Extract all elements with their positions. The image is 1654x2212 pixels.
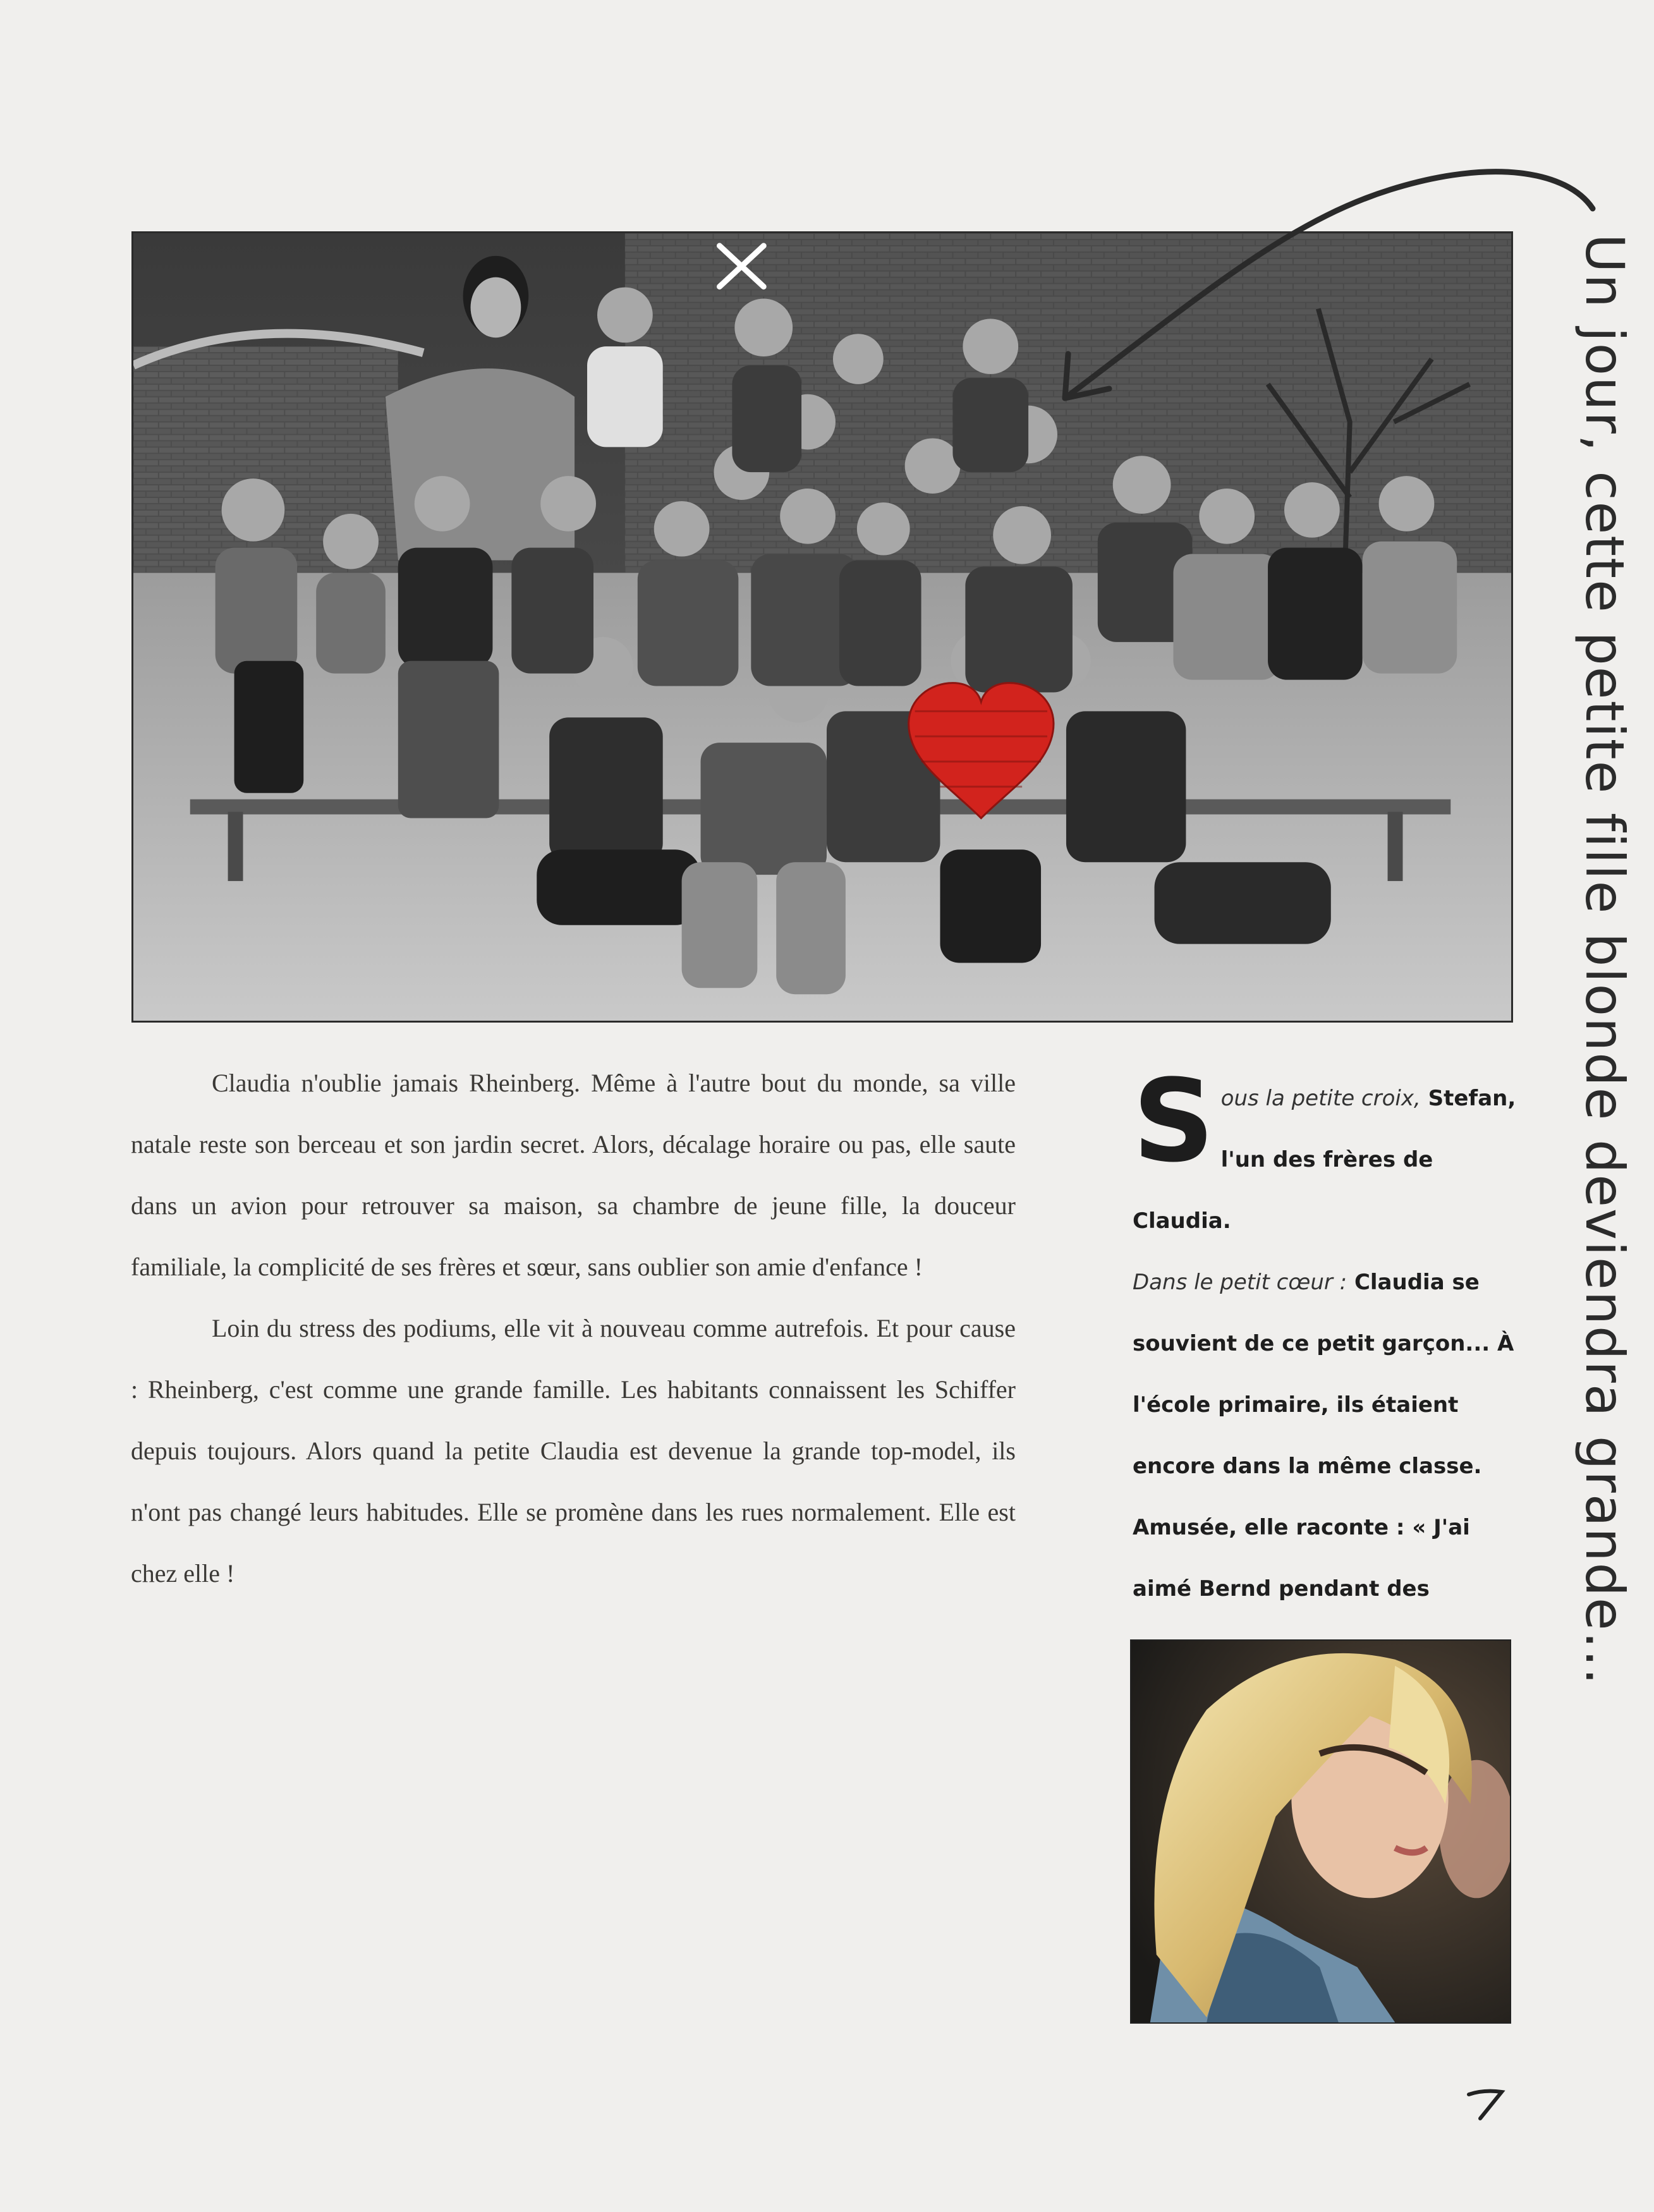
caption-second-italic: Dans le petit cœur : [1133, 1270, 1347, 1295]
article-paragraph: Loin du stress des podiums, elle vit à nouveau comme autrefois. Et pour cause : Rheinberg, c'est comme une grande famille. Les habitants connaissent les Schiffer depuis toujours. Alors quand la petite Claudia est devenue la grande top-model, ils n'ont pas changé leurs habitudes. Elle se promène dans les rues normalement. Elle est chez elle ! [131, 1314, 1016, 1588]
page-number-glyph [1465, 2086, 1516, 2124]
portrait-image [1131, 1641, 1510, 2022]
page-number [1465, 2086, 1516, 2124]
caption-second-text: Claudia se souvient de ce petit garçon... À l'école primaire, ils étaient encore dans la même classe. Amusée, elle raconte : « J'ai aimé Bernd pendant des [1133, 1270, 1514, 1601]
article-paragraph: Claudia n'oublie jamais Rheinberg. Même à l'autre bout du monde, sa ville natale reste son berceau et son jardin secret. Alors, décalage horaire ou pas, elle saute dans un avion pour retrouver sa maison, sa chambre de jeune fille, la douceur familiale, la complicité de ses frères et sœur, sans oublier son amie d'enfance ! [131, 1069, 1016, 1281]
article-body [131, 1052, 1016, 1604]
side-caption-text: Un jour, cette petite fille blonde deviendra grande... [1574, 234, 1636, 1686]
caption-first [1133, 1055, 1518, 1252]
portrait-photo [1130, 1639, 1511, 2024]
side-caption [1514, 234, 1653, 1686]
caption-lead-italic: ous la petite croix, [1220, 1086, 1421, 1111]
caption-lead-text: Stefan, l'un des frères de Claudia. [1133, 1086, 1516, 1234]
dropcap: S [1133, 1055, 1215, 1188]
